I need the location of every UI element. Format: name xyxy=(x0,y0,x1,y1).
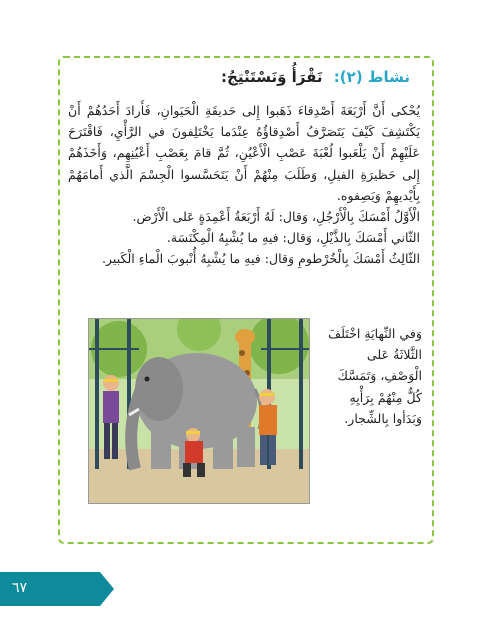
story-line-first: الْأَوَّلُ أَمْسَكَ بِالْأَرْجُلِ، وَقال: لَهُ أَرْبَعَةُ أَعْمِدَةٍ عَلى الْأَرْض. xyxy=(132,209,420,225)
activity-label: نشاط (٢): xyxy=(333,68,410,86)
ending-line: وَبَدَأوا بِالشِّجار. xyxy=(344,410,422,426)
story-paragraph: يُحْكى أَنَّ أَرْبَعَةَ أَصْدِقاءَ ذَهَبوا إِلى حَديقَةِ الْحَيَوانِ، فَأَرادَ أَحَدُهُمْ أَنْ يَكْتَشِفَ كَيْفَ يَتَصَرَّفُ أَصْدِقاؤُهُ عِنْدَما يَخْتَلِفونَ في الرَّأْيِ، فَاقْتَرَحَ عَلَيْهِمْ أَنْ يَلْعَبوا لُعْبَةَ عَصْبِ الْأَعْيُنِ، ثُمَّ قامَ بِعَصْبِ أَعْيُنِهِم، وَأَخَذَهُمْ إِلى حَظيرَةِ الفيلِ، وَطَلَبَ مِنْهُمْ أَنْ يَتَحَسَّسوا الْجِسْمَ الَّذي أَمامَهُمْ بِأَيْديهِمْ وَيَصِفوه. xyxy=(68,103,420,203)
ending-line: الْوَصْفِ، وَتَمَسَّكَ xyxy=(337,368,422,384)
page-number: ٦٧ xyxy=(12,580,28,596)
activity-title: نَقْرَأُ وَنَسْتَنْتِجُ: xyxy=(221,68,323,86)
elephant-blindfolded-friends-illustration xyxy=(89,319,310,504)
story-line-second: الثّاني أَمْسَكَ بِالذَّيْلِ، وَقال: فيهِ ما يُشْبِهُ الْمِكْنَسَة. xyxy=(166,230,420,246)
ending-line: الثَّلاثَةُ عَلى xyxy=(366,347,422,363)
activity-heading xyxy=(221,68,410,86)
story-line-third: الثّالِثُ أَمْسَكَ بِالْخُرْطومِ وَقال: فيهِ ما يُشْبِهُ أُنْبوبَ الْماءِ الْكَبير. xyxy=(101,251,420,267)
story-ending xyxy=(314,323,422,429)
ending-line: كُلٌّ مِنْهُمْ بِرَأْيِهِ xyxy=(349,389,422,405)
ending-line: وَفي النِّهايَةِ اخْتَلَفَ xyxy=(328,326,422,341)
elephant-illustration xyxy=(88,318,310,504)
story-text xyxy=(68,100,420,270)
footer-arrow xyxy=(100,572,114,606)
